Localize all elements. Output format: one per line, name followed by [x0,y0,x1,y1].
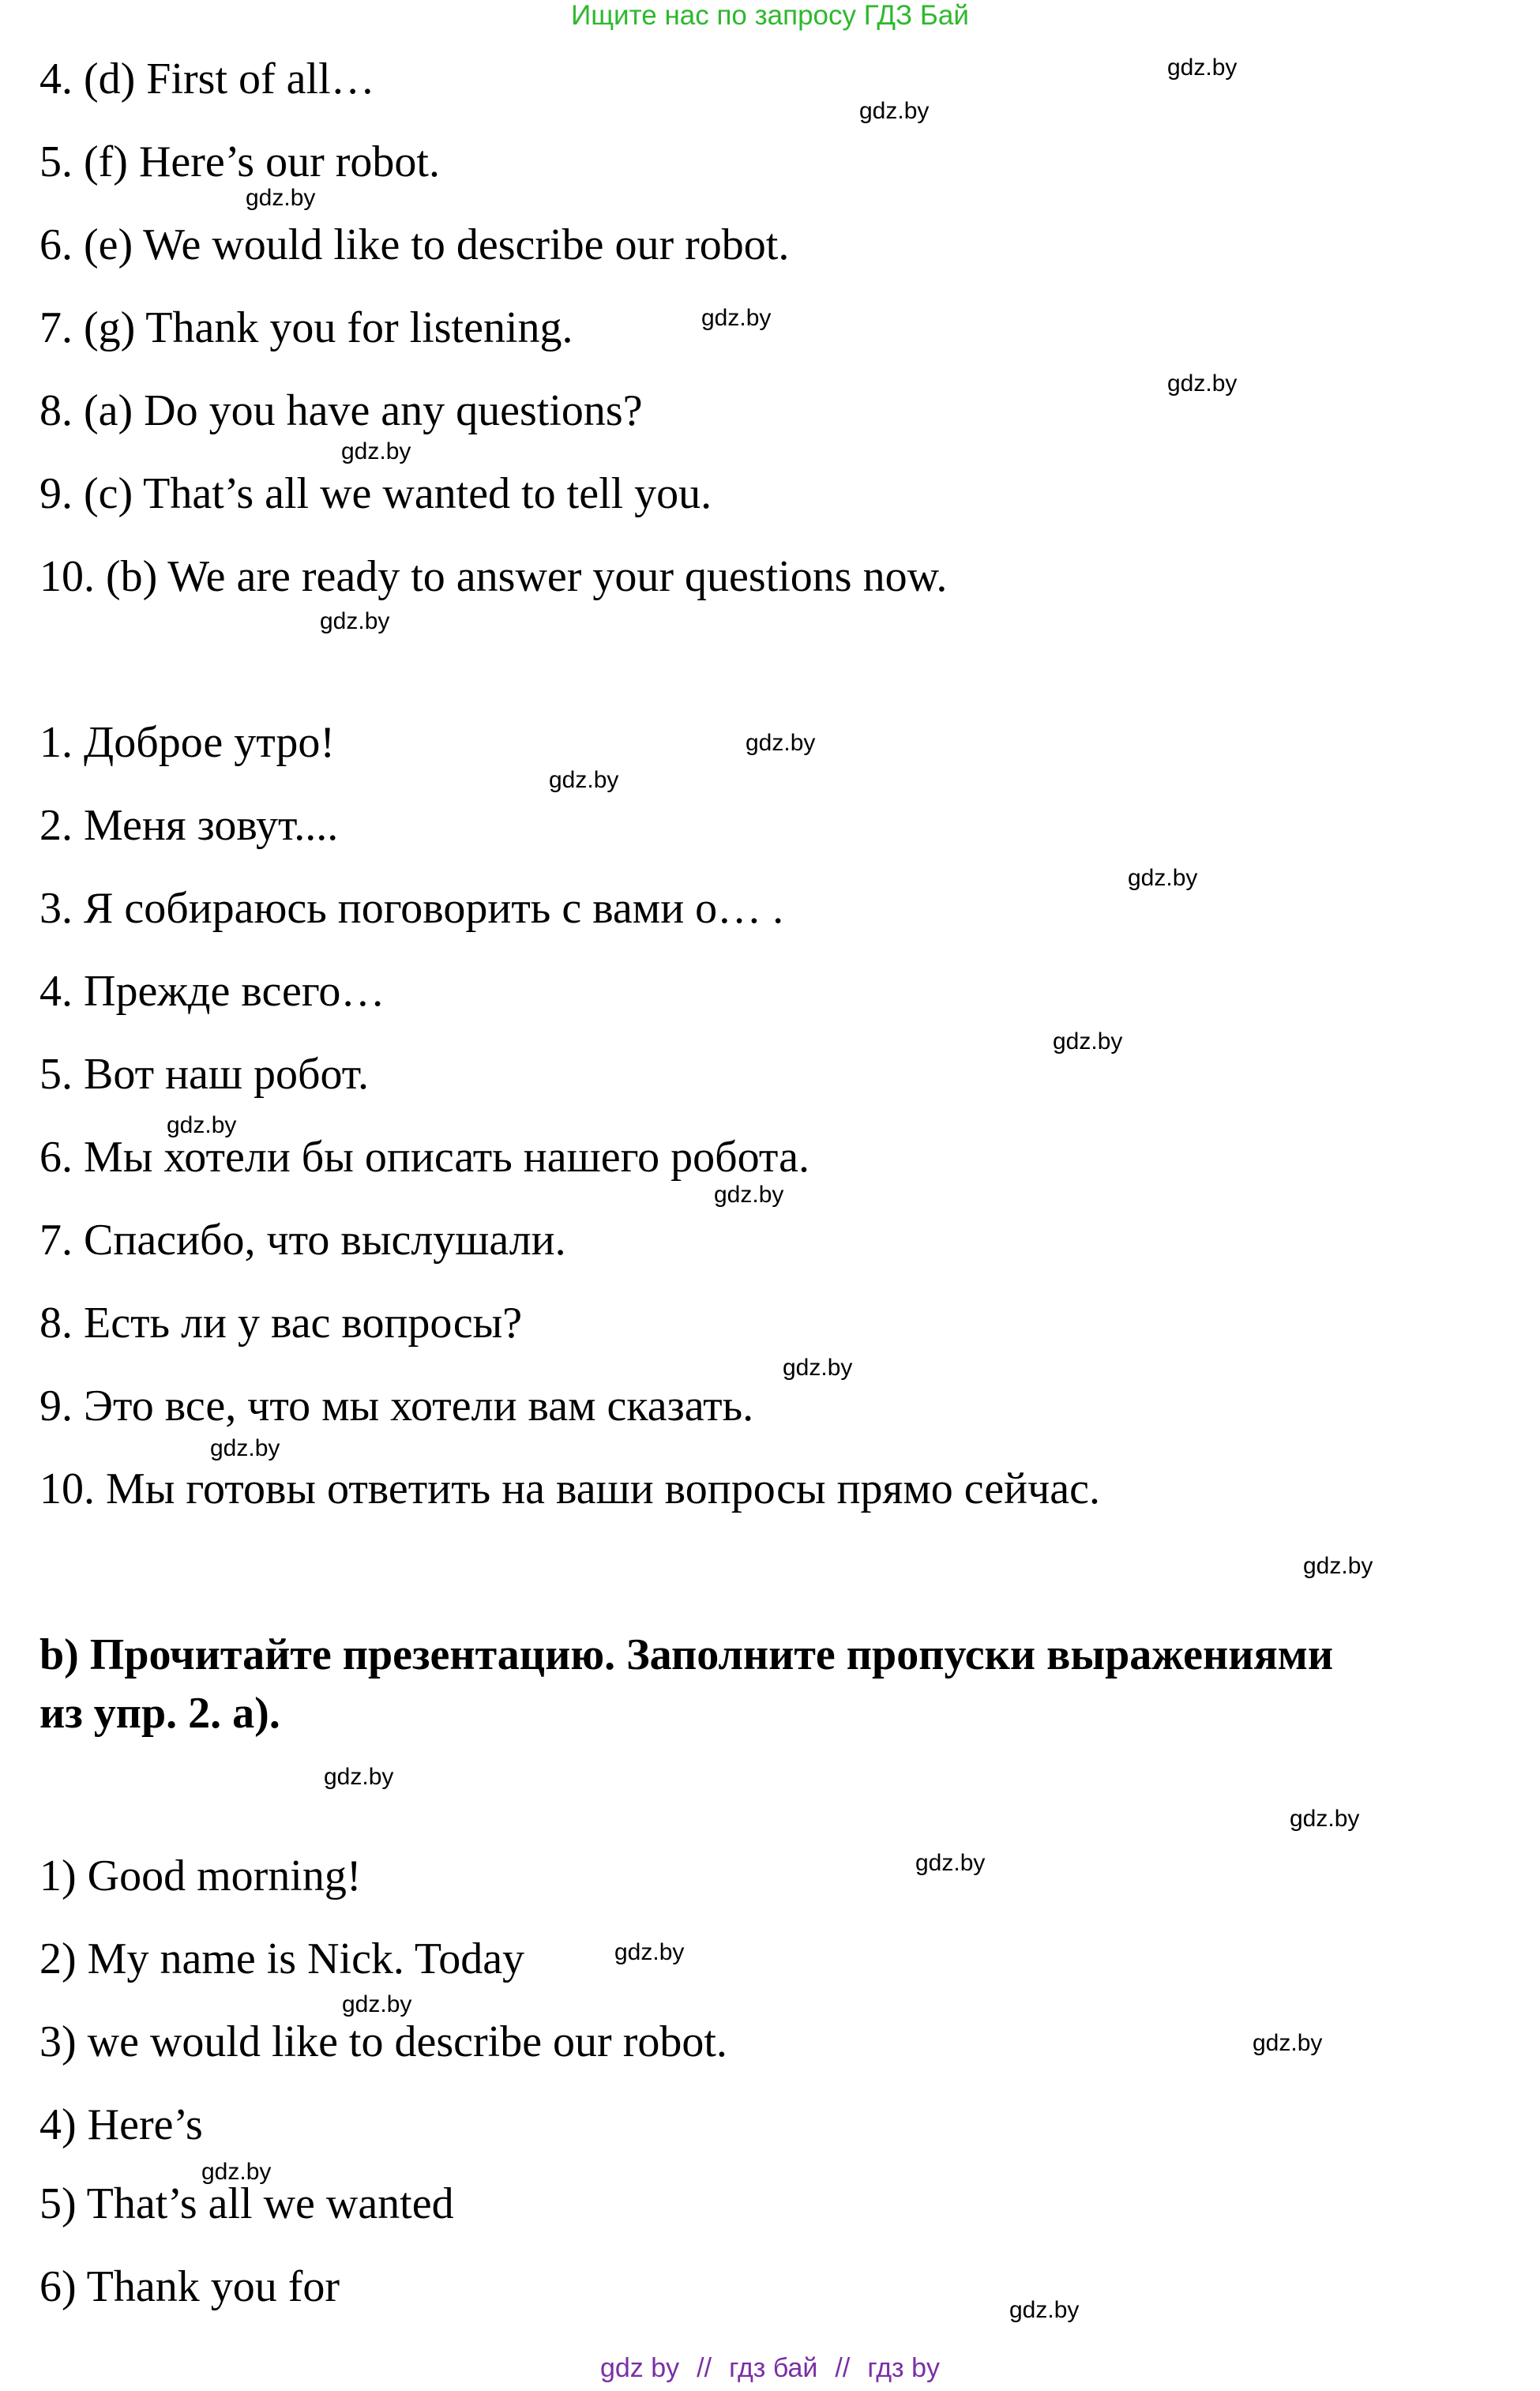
watermark: gdz.by [614,1939,685,1965]
answer-line-1: 1) Good morning! [39,1852,362,1900]
watermark: gdz.by [915,1850,986,1876]
russian-line-6: 6. Мы хотели бы описать нашего робота. [39,1133,809,1182]
english-line-5: 5. (f) Here’s our robot. [39,137,440,186]
russian-line-7: 7. Спасибо, что выслушали. [39,1216,566,1265]
footer-links [0,2352,1540,2384]
answer-line-5: 5) That’s all we wanted [39,2179,454,2228]
russian-line-5: 5. Вот наш робот. [39,1050,370,1099]
watermark: gdz.by [1303,1553,1373,1579]
footer-link-gdz-bai[interactable]: гдз бай [729,2353,818,2383]
watermark: gdz.by [714,1182,784,1208]
english-line-4: 4. (d) First of all… [39,55,375,103]
watermark: gdz.by [320,608,390,634]
watermark: gdz.by [246,185,316,211]
russian-line-1: 1. Доброе утро! [39,718,336,767]
watermark: gdz.by [1290,1806,1360,1832]
answer-line-3: 3) we would like to describe our robot. [39,2017,727,2066]
russian-line-9: 9. Это все, что мы хотели вам сказать. [39,1382,754,1430]
watermark: gdz.by [1167,370,1238,397]
watermark: gdz.by [167,1112,237,1138]
watermark: gdz.by [701,305,772,331]
watermark: gdz.by [783,1355,853,1381]
footer-link-gdz-by-ru[interactable]: гдз by [867,2353,940,2383]
watermark: gdz.by [746,730,816,756]
footer-link-gdz-by[interactable]: gdz by [599,2353,680,2383]
answer-line-4: 4) Here’s [39,2100,203,2149]
watermark: gdz.by [859,98,930,124]
answer-line-6: 6) Thank you for [39,2262,340,2311]
russian-line-2: 2. Меня зовут.... [39,801,339,850]
task-heading: b) Прочитайте презентацию. Заполните пропуски выражениями из упр. 2. а). [39,1630,1334,1738]
russian-line-8: 8. Есть ли у вас вопросы? [39,1299,523,1348]
english-line-7: 7. (g) Thank you for listening. [39,303,573,352]
russian-line-10: 10. Мы готовы ответить на ваши вопросы прямо сейчас. [39,1464,1100,1513]
english-line-9: 9. (c) That’s all we wanted to tell you. [39,469,712,518]
answer-line-2: 2) My name is Nick. Today [39,1934,525,1983]
watermark: gdz.by [341,438,411,464]
watermark: gdz.by [324,1764,394,1790]
watermark: gdz.by [1128,865,1198,891]
russian-line-4: 4. Прежде всего… [39,967,385,1016]
watermark: gdz.by [1253,2030,1323,2056]
watermark: gdz.by [201,2159,272,2185]
footer-separator: // [697,2353,712,2383]
english-line-8: 8. (a) Do you have any questions? [39,386,643,435]
english-line-6: 6. (e) We would like to describe our robot. [39,220,790,269]
russian-line-3: 3. Я собираюсь поговорить с вами о… . [39,884,784,933]
watermark: gdz.by [1009,2297,1080,2323]
footer-separator: // [835,2353,851,2383]
watermark: gdz.by [549,767,619,793]
top-banner[interactable]: Ищите нас по запросу ГДЗ Бай [571,0,969,31]
watermark: gdz.by [1053,1028,1123,1055]
watermark: gdz.by [1167,55,1238,81]
english-line-10: 10. (b) We are ready to answer your questions now. [39,552,948,601]
watermark: gdz.by [342,1991,412,2017]
watermark: gdz.by [210,1435,280,1461]
